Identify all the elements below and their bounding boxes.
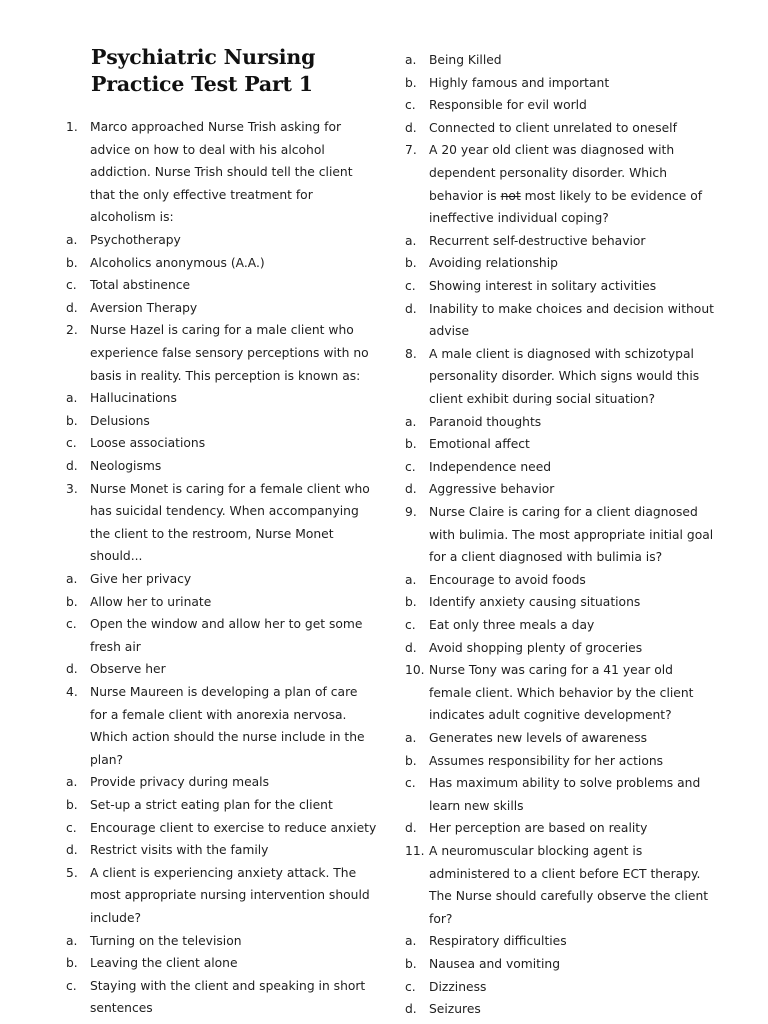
option-letter: c.	[405, 979, 416, 994]
option-letter: c.	[405, 618, 416, 632]
option-text: Observe her	[90, 662, 166, 677]
question-text: alcoholism is:	[90, 210, 174, 225]
page-title-line-1: Psychiatric Nursing	[91, 45, 316, 69]
option-letter: a.	[405, 53, 417, 67]
question-text: Nurse Claire is caring for a client diagnosed	[429, 505, 698, 519]
question-text: A male client is diagnosed with schizotypal	[429, 346, 694, 361]
page-title-line-2: Practice Test Part 1	[91, 72, 313, 96]
option-letter: b.	[405, 75, 417, 90]
question-text: administered to a client before ECT therapy.	[429, 866, 701, 881]
question-text: for?	[429, 911, 453, 926]
option-letter: b.	[66, 956, 78, 971]
question-text: A client is experiencing anxiety attack. The	[90, 865, 357, 880]
option-letter: b.	[66, 255, 78, 270]
option-letter: c.	[405, 776, 416, 791]
question-text: A 20 year old client was diagnosed with	[429, 143, 675, 158]
option-letter: a.	[405, 572, 417, 587]
question-number: 10.	[405, 663, 425, 678]
question-number: 7.	[405, 143, 417, 158]
option-letter: d.	[66, 843, 78, 858]
option-text: Eat only three meals a day	[429, 618, 595, 632]
question-text: that the only effective treatment for	[90, 187, 313, 202]
option-letter: d.	[405, 120, 417, 135]
option-text: Assumes responsibility for her actions	[429, 753, 664, 768]
question-text: Marco approached Nurse Trish asking for	[90, 120, 342, 134]
option-text: Nausea and vomiting	[429, 957, 561, 971]
question-number: 1.	[66, 120, 78, 134]
option-text: learn new skills	[429, 798, 524, 813]
option-text: Set-up a strict eating plan for the client	[90, 798, 333, 812]
option-text: Loose associations	[90, 436, 206, 451]
option-text: Allow her to urinate	[90, 594, 212, 609]
option-text: Give her privacy	[90, 572, 192, 586]
question-text: most appropriate nursing intervention should	[90, 888, 370, 903]
option-text: Inability to make choices and decision without	[429, 301, 714, 316]
question-number: 9.	[405, 505, 417, 519]
question-number: 8.	[405, 346, 417, 361]
question-text: the client to the restroom, Nurse Monet	[90, 526, 334, 541]
question-text: A neuromuscular blocking agent is	[429, 844, 643, 858]
option-letter: c.	[405, 279, 416, 293]
question-text: female client. Which behavior by the client	[429, 685, 694, 700]
option-text: fresh air	[90, 639, 141, 654]
question-text: with bulimia. The most appropriate initial goal	[429, 527, 714, 542]
question-text: advice on how to deal with his alcohol	[90, 142, 325, 157]
option-text: Provide privacy during meals	[90, 775, 270, 790]
question-number: 5.	[66, 865, 78, 880]
question-text: client exhibit during social situation?	[429, 392, 656, 406]
option-text: Seizures	[429, 1002, 481, 1017]
option-text: Paranoid thoughts	[429, 414, 542, 429]
option-text: Has maximum ability to solve problems and	[429, 776, 701, 791]
question-text: experience false sensory perceptions with no	[90, 346, 369, 360]
question-text: dependent personality disorder. Which	[429, 166, 667, 180]
option-text: Delusions	[90, 413, 150, 428]
option-letter: d.	[405, 821, 417, 836]
question-text: plan?	[90, 752, 124, 767]
question-text: personality disorder. Which signs would this	[429, 369, 700, 384]
option-text: Connected to client unrelated to oneself	[429, 120, 677, 135]
option-text: Dizziness	[429, 979, 487, 994]
option-text: Identify anxiety causing situations	[429, 595, 641, 610]
question-text: Nurse Maureen is developing a plan of care	[90, 685, 358, 699]
option-text: Highly famous and important	[429, 75, 610, 90]
option-text: Responsible for evil world	[429, 98, 587, 113]
question-text: behavior is not most likely to be evidence of	[429, 188, 703, 203]
option-text: Avoiding relationship	[429, 256, 558, 271]
option-letter: a.	[66, 933, 78, 948]
option-text: Restrict visits with the family	[90, 843, 269, 858]
option-text: Neologisms	[90, 459, 162, 473]
option-text: Her perception are based on reality	[429, 821, 648, 836]
option-letter: c.	[66, 436, 77, 451]
option-text: Aggressive behavior	[429, 482, 555, 497]
option-letter: a.	[405, 233, 417, 248]
option-letter: d.	[66, 459, 78, 473]
option-letter: a.	[66, 572, 78, 586]
option-letter: b.	[405, 753, 417, 768]
option-letter: b.	[66, 594, 78, 609]
question-text: for a client diagnosed with bulimia is?	[429, 550, 663, 565]
question-text: Nurse Monet is caring for a female client who	[90, 481, 370, 496]
option-letter: d.	[66, 300, 78, 315]
option-text: Hallucinations	[90, 391, 177, 406]
option-letter: c.	[66, 978, 77, 993]
option-text: Staying with the client and speaking in short	[90, 978, 366, 993]
option-letter: d.	[405, 482, 417, 497]
option-text: Generates new levels of awareness	[429, 731, 648, 745]
option-text: Psychotherapy	[90, 233, 181, 247]
option-letter: a.	[405, 731, 417, 745]
question-text: addiction. Nurse Trish should tell the client	[90, 165, 353, 180]
option-text: Open the window and allow her to get some	[90, 617, 363, 632]
struck-word: not	[500, 188, 521, 203]
question-number: 2.	[66, 323, 78, 338]
option-text: Total abstinence	[90, 278, 191, 293]
question-number: 4.	[66, 685, 78, 699]
question-text: Nurse Hazel is caring for a male client who	[90, 323, 354, 338]
option-letter: a.	[66, 391, 78, 406]
option-letter: b.	[405, 957, 417, 971]
question-text: has suicidal tendency. When accompanying	[90, 504, 359, 519]
question-text: Which action should the nurse include in the	[90, 730, 365, 745]
option-letter: a.	[66, 775, 78, 790]
option-letter: c.	[66, 278, 77, 293]
option-text: Encourage to avoid foods	[429, 572, 586, 587]
option-text: Emotional affect	[429, 437, 530, 452]
question-text: for a female client with anorexia nervosa.	[90, 707, 347, 722]
option-letter: b.	[405, 256, 417, 271]
question-text: basis in reality. This perception is known as:	[90, 368, 361, 383]
option-text: Independence need	[429, 459, 552, 474]
question-number: 11.	[405, 844, 425, 858]
option-text: sentences	[90, 1001, 153, 1016]
question-text: ineffective individual coping?	[429, 211, 609, 226]
option-text: Turning on the television	[90, 933, 242, 948]
option-text: Respiratory difficulties	[429, 934, 567, 949]
page-title	[91, 44, 315, 98]
option-letter: a.	[405, 414, 417, 429]
option-text: Leaving the client alone	[90, 956, 238, 971]
option-letter: d.	[405, 1002, 417, 1017]
question-text: Nurse Tony was caring for a 41 year old	[429, 663, 673, 678]
option-letter: b.	[405, 437, 417, 452]
option-letter: d.	[66, 662, 78, 677]
question-text: The Nurse should carefully observe the client	[429, 889, 709, 904]
option-text: Alcoholics anonymous (A.A.)	[90, 255, 265, 270]
option-letter: a.	[405, 934, 417, 949]
option-text: Encourage client to exercise to reduce anxiety	[90, 820, 377, 835]
option-letter: b.	[405, 595, 417, 610]
option-text: Being Killed	[429, 53, 502, 67]
option-letter: a.	[66, 233, 78, 247]
option-letter: b.	[66, 413, 78, 428]
question-text: should...	[90, 549, 143, 564]
option-text: Recurrent self-destructive behavior	[429, 233, 646, 248]
question-number: 3.	[66, 481, 78, 496]
option-letter: c.	[66, 617, 77, 632]
option-letter: d.	[405, 640, 417, 655]
question-text: indicates adult cognitive development?	[429, 708, 672, 723]
option-text: Aversion Therapy	[90, 300, 198, 315]
option-letter: c.	[405, 459, 416, 474]
option-letter: c.	[66, 820, 77, 835]
option-text: Avoid shopping plenty of groceries	[429, 640, 643, 655]
option-letter: d.	[405, 301, 417, 316]
option-letter: b.	[66, 798, 78, 812]
question-text: include?	[90, 911, 142, 925]
option-letter: c.	[405, 98, 416, 113]
option-text: Showing interest in solitary activities	[429, 279, 657, 293]
option-text: advise	[429, 324, 470, 339]
